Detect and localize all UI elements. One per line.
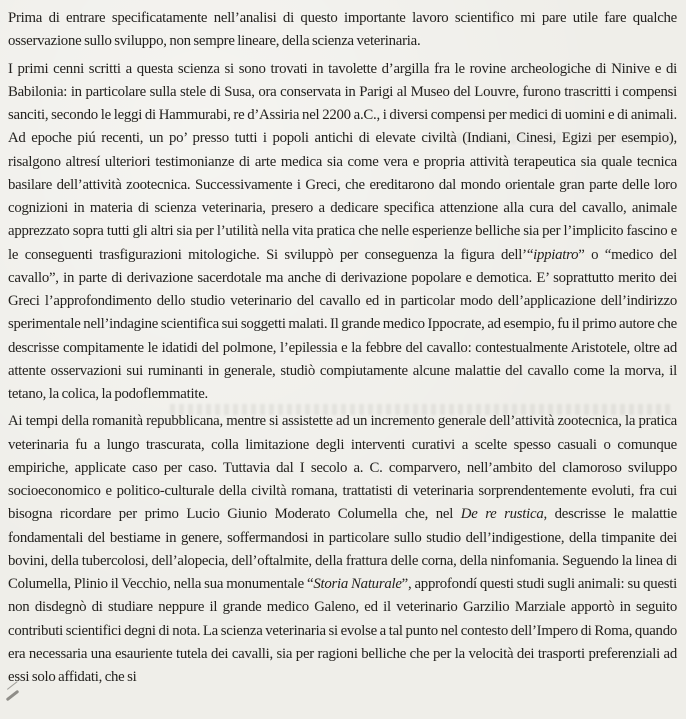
paragraph (8, 410, 677, 689)
text-run: I primi cenni scritti a questa scienza si sono trovati in tavolette d’argilla fra le rovine archeologiche di Ninive e di Babilonia: in particolare sulla stele di Susa, ora conservata in Parigi al Museo del Louvre, furono trascritti i compensi sanciti, secondo le leggi di Hammurabi, re d’Assiria nel 2200 a.C., i diversi compensi per medici di uomini e di animali. Ad epoche piú recenti, un po’ presso tutti i popoli antichi di elevate civiltà (Indiani, Cinesi, Egizi per esempio), risalgono altresí ulteriori testimonianze di arte medica sia come vera e propria attività terapeutica sia quale tecnica basilare dell’attività zootecnica. Successivamente i Greci, che ereditarono dal mondo orientale gran parte delle loro cognizioni in materia di scienza veterinaria, presero a dedicare specifica attenzione alla cura del cavallo, animale apprezzato sopra tutti gli altri sia per l’utilità nella vita pratica che nelle esperienze belliche sia per l’implicito fascino e le conseguenti trasfigurazioni mitologiche. Si sviluppò per conseguenza la figura dell’“ (8, 60, 677, 263)
text-run: Ai tempi della romanità repubblicana, mentre si assistette ad un incremento generale dell’attività zootecnica, la pratica veterinaria fu a lungo trascurata, colla limitazione degli interventi curativi a scelte spesso casuali o comunque empiriche, applicate caso per caso. Tuttavia dal I secolo a. C. comparvero, nell’ambito del clamoroso sviluppo socioeconomico e politico-culturale della civiltà romana, trattatisti di veterinaria sorprendentemente evoluti, fra cui bisogna ricordare per primo Lucio Giunio Moderato Columella che, nel (8, 413, 677, 523)
paragraph (8, 58, 677, 407)
text-run: ” o “medico del cavallo”, in parte di derivazione sacerdotale ma anche di derivazione popolare e demotica. E’ soprattutto merito dei Greci l’approfondimento dello studio veterinario del cavallo ed in particolar modo dell’applicazione dell’indirizzo sperimentale nell’indagine scientifica sui soggetti malati. Il grande medico Ippocrate, ad esempio, fu il primo autore che descrisse compitamente le idatidi del polmone, l’epilessia e la febbre del cavallo: contestualmente Aristotele, oltre ad attente osservazioni sui ruminanti in generale, studiò compiutamente alcune malattie del cavallo come la morva, il tetano, la colica, la podoflemmatite. (8, 246, 677, 402)
text-run: ”, approfondí questi studi sugli animali: su questi non disdegnò di studiare neppure il grande medico Galeno, ed il veterinario Garzilio Marziale apportò in seguito contributi scientifici degni di nota. La scienza veterinaria si evolse a tal punto nel contesto dell’Impero di Roma, quando era necessaria una esauriente tutela dei cavalli, sia per ragioni belliche che per la velocità dei trasporti preferenziali ad essi solo affidati, che si (8, 576, 677, 685)
pencil-mark-artifact (6, 690, 20, 702)
document-body (8, 7, 677, 689)
text-run: , descrisse le malattie fondamentali del bestiame in genere, soffermandosi in particolare sullo studio dell’indigestione, della timpanite dei bovini, della tubercolosi, dell’alopecia, dell’oftalmite, della frattura delle corna, della ninfomania. Seguendo la linea di Columella, Plinio il Vecchio, nella sua monumentale “ (8, 506, 677, 592)
paragraph (8, 7, 677, 54)
italic-term-ippiatro: ippiatro (533, 246, 579, 263)
text-run: Prima di entrare specificatamente nell’analisi di questo importante lavoro scientifico mi pare utile fare qualche osservazione sullo sviluppo, non sempre lineare, della scienza veterinaria. (8, 10, 677, 50)
italic-term-storia-naturale: Storia Naturale (313, 576, 402, 592)
italic-term-de-re-rustica: De re rustica (460, 506, 544, 523)
